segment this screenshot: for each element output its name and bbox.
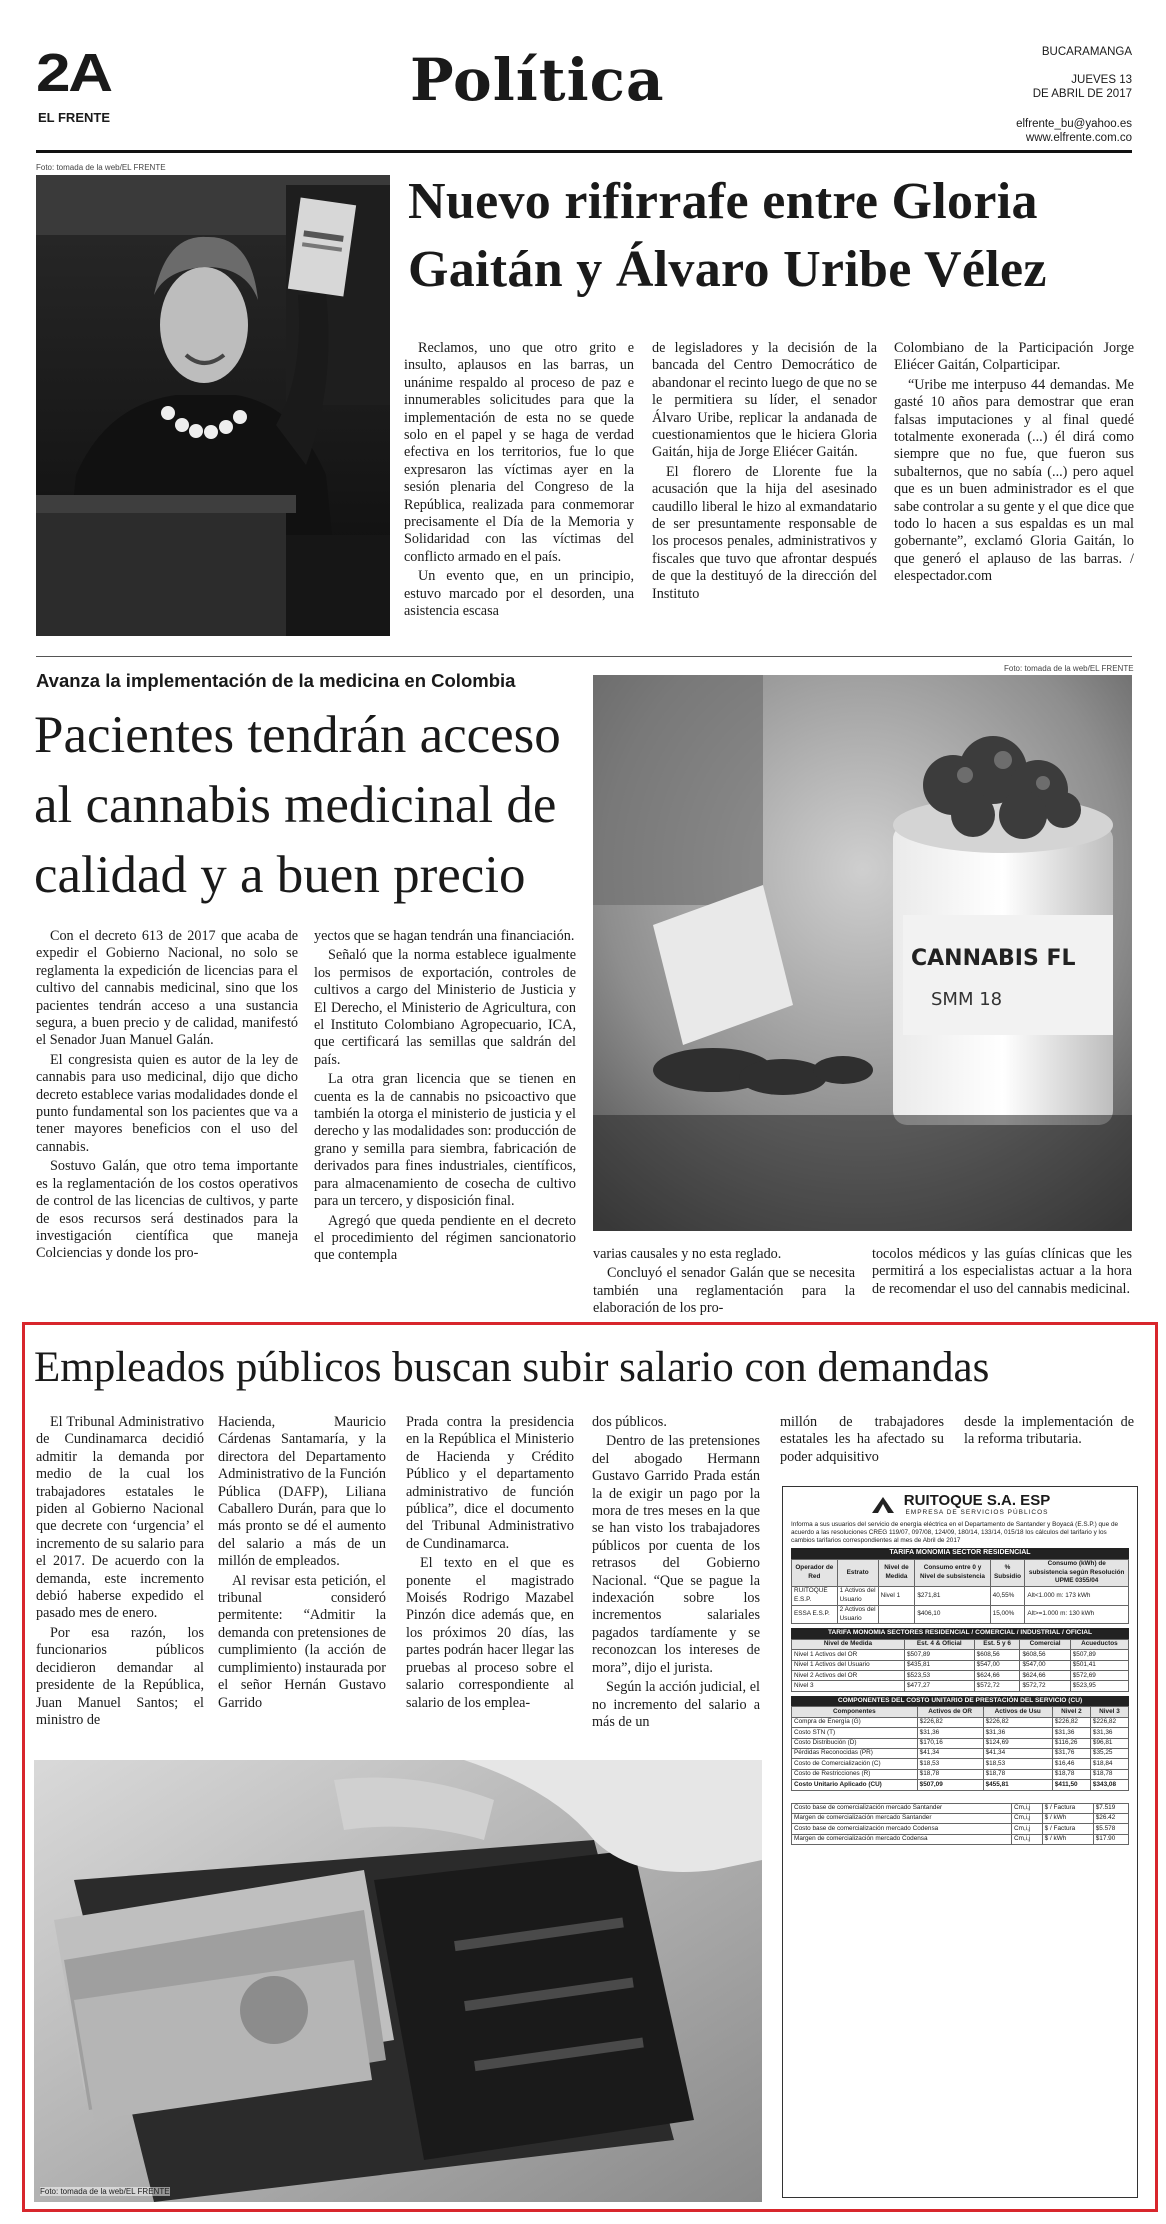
article2-col1 xyxy=(36,928,298,1265)
table-header-cell: % Subsidio xyxy=(990,1559,1025,1586)
article1-headline: Nuevo rifirrafe entre Gloria Gaitán y Álvaro Uribe Vélez xyxy=(408,173,1047,298)
table-cell: $547,00 xyxy=(974,1660,1020,1670)
paper-name: EL FRENTE xyxy=(38,110,110,125)
table-cell: Costo de Comercialización (C) xyxy=(792,1759,918,1769)
photo-credit: Foto: tomada de la web/EL FRENTE xyxy=(36,163,166,172)
table-cell: $ / kWh xyxy=(1042,1813,1093,1823)
article3-col3 xyxy=(406,1414,574,1714)
table-cell: Alt>=1.000 m: 130 kWh xyxy=(1025,1605,1129,1624)
photo-credit: Foto: tomada de la web/EL FRENTE xyxy=(40,2187,170,2196)
paragraph: El Tribunal Administrativo de Cundinamarca decidió admitir la demanda por medio de la cual los trabajadores estatales le piden al Gobierno Nacional que decrete con ‘urgencia’ el incremento de su salario para el 2017. De acuerdo con la demanda, este incremento debió haberse expedido el pasado mes de enero. xyxy=(36,1414,204,1622)
table-cell: Cm,i,j xyxy=(1012,1803,1043,1813)
table-cell: $16,46 xyxy=(1052,1759,1090,1769)
tariff-table-3 xyxy=(791,1706,1129,1790)
article2-col4 xyxy=(872,1246,1132,1300)
table-cell: 40,55% xyxy=(990,1586,1025,1605)
table-cell: $18,78 xyxy=(983,1769,1052,1779)
paragraph: La otra gran licencia que se tienen en cuenta es la de cannabis no psicoactivo que también la otorga el ministerio de justicia y el derecho y las modalidades son: producción de grano y semilla para siembra, fabricación de derivados para fines industriales, científicos, para almacenamiento de cosecha de cultivo para un tercero, y disposición final. xyxy=(314,1071,576,1210)
table-header-cell: Nivel 3 xyxy=(1090,1707,1128,1717)
commercialization-table xyxy=(791,1803,1129,1846)
paragraph: tocolos médicos y las guías clínicas que les permitirá a los especialistas actuar a la hora de recomendar el uso del cannabis medicinal. xyxy=(872,1246,1132,1297)
table-cell: Nivel 1 xyxy=(878,1586,915,1605)
table-row xyxy=(792,1748,1129,1758)
table-cell: $ / Factura xyxy=(1042,1824,1093,1834)
table-cell: $547,00 xyxy=(1020,1660,1070,1670)
wallet-money-photo xyxy=(34,1760,762,2202)
paragraph: Hacienda, Mauricio Cárdenas Santamaría, y la directora del Departamento Administrativo de la Función Pública (DAFP), Liliana Caballero Durán, para que lo más pronto se dé el aumento del salario a más de un millón de empleados. xyxy=(218,1414,386,1570)
table-cell: $572,72 xyxy=(1020,1681,1070,1691)
table-cell: $226,82 xyxy=(917,1717,983,1727)
table-header-cell: Nivel 2 xyxy=(1052,1707,1090,1717)
paragraph: Señaló que la norma establece igualmente los permisos de exportación, controles de cultivos a cargo del Ministerio de Justicia y El Derecho, el Ministerio de Agricultura, con el Instituto Colombiano Agropecuario, ICA, que certificará las semillas que saldrán del país. xyxy=(314,947,576,1068)
table-header-cell: Est. 5 y 6 xyxy=(974,1639,1020,1649)
paragraph: Concluyó el senador Galán que se necesita también una reglamentación para la elaboración de los pro- xyxy=(593,1265,855,1317)
article1-col2 xyxy=(652,340,877,605)
article3-col2 xyxy=(218,1414,386,1714)
table-cell: Costo Unitario Aplicado (CU) xyxy=(792,1780,918,1790)
table-cell: $343,08 xyxy=(1090,1780,1128,1790)
website: www.elfrente.com.co xyxy=(1025,132,1132,144)
table-cell: $226,82 xyxy=(1052,1717,1090,1727)
table-cell: 15,00% xyxy=(990,1605,1025,1624)
table-cell: $5.578 xyxy=(1093,1824,1128,1834)
table-cell: $31,36 xyxy=(983,1728,1052,1738)
table-cell: Nivel 1 Activos del Usuario xyxy=(792,1660,905,1670)
table-header-cell: Nivel de Medida xyxy=(878,1559,915,1586)
paragraph: yectos que se hagan tendrán una financiación. xyxy=(314,928,575,944)
paragraph: Dentro de las pretensiones del abogado Hermann Gustavo Garrido Prada están la de exigir un pago por la mora de tres meses en la que se han visto los trabajadores públicos por cuenta de los retrasos del Gobierno Nacional. “Que se pague la indexación sobre los incrementos salariales pagados tardíamente y se reconozcan los intereses de mora”, dijo el jurista. xyxy=(592,1433,760,1676)
table-cell: RUITOQUE E.S.P. xyxy=(792,1586,838,1605)
table-row xyxy=(792,1605,1129,1624)
table-cell: $31,36 xyxy=(1090,1728,1128,1738)
article2-kicker: Avanza la implementación de la medicina en Colombia xyxy=(36,670,516,691)
table-cell: $ / kWh xyxy=(1042,1834,1093,1844)
table-row xyxy=(792,1738,1129,1748)
paragraph: desde la implementación de la reforma tributaria. xyxy=(964,1414,1134,1448)
table-cell: 1 Activos del Usuario xyxy=(837,1586,878,1605)
table-cell: Costo Distribución (D) xyxy=(792,1738,918,1748)
date-line-1: JUEVES 13 xyxy=(1071,74,1132,86)
table-cell: Cm,i,j xyxy=(1012,1824,1043,1834)
table-cell: Costo base de comercialización mercado Codensa xyxy=(792,1824,1012,1834)
article3-col1 xyxy=(36,1414,204,1731)
paragraph: Reclamos, uno que otro grito e insulto, aplausos en las barras, un unánime respaldo al proceso de paz e innumerables solicitudes para que la implementación de esta no se quede solo en el papel y se haga de verdad efectiva en los territorios, fue lo que expresaron las víctimas ayer en la sesión plenaria del Congreso de la República, realizada para conmemorar precisamente el Día de la Memoria y Solidaridad con las víctimas del conflicto armado en el país. xyxy=(404,340,634,565)
table-cell xyxy=(878,1605,915,1624)
paragraph: El congresista quien es autor de la ley de cannabis para uso medicinal, dijo que dicho decreto establece varias modalidades donde el punto fundamental son los pacientes que va a tener mayores beneficios con el uso del cannabis. xyxy=(36,1051,298,1155)
paragraph: varias causales y no esta reglado. xyxy=(593,1246,782,1262)
table-cell: $31,76 xyxy=(1052,1748,1090,1758)
city: BUCARAMANGA xyxy=(1041,46,1132,58)
table-cell: Costo de Restricciones (R) xyxy=(792,1769,918,1779)
table-row xyxy=(792,1759,1129,1769)
table-header-cell: Acueductos xyxy=(1070,1639,1128,1649)
article2-col2 xyxy=(314,928,576,1267)
table-row xyxy=(792,1824,1129,1834)
table-cell: $18,78 xyxy=(1052,1769,1090,1779)
table-row xyxy=(792,1660,1129,1670)
paragraph: millón de trabajadores estatales les ha afectado su poder adquisitivo xyxy=(780,1414,944,1465)
table2-title: TARIFA MONOMIA SECTORES RESIDENCIAL / COMERCIAL / INDUSTRIAL / OFICIAL xyxy=(791,1628,1129,1638)
table-header-cell: Nivel de Medida xyxy=(792,1639,905,1649)
paragraph: Por esa razón, los funcionarios públicos decidieron demandar al presidente de la República, Juan Manuel Santos; el ministro de xyxy=(36,1624,204,1728)
paragraph: Según la acción judicial, el no incremento del salario a más de un xyxy=(592,1679,760,1730)
table-cell: $608,56 xyxy=(974,1650,1020,1660)
article3-headline: Empleados públicos buscan subir salario con demandas xyxy=(34,1344,990,1391)
page-number: 2A xyxy=(36,43,111,103)
table-row xyxy=(792,1681,1129,1691)
table-cell: $507,89 xyxy=(904,1650,974,1660)
table-cell: $31,36 xyxy=(917,1728,983,1738)
paragraph: de legisladores y la decisión de la bancada del Centro Democrático de abandonar el recinto luego de que no se le permitiera su líder, el senador Álvaro Uribe, replicar la andanada de cuestionamientos que le hiciera Gloria Gaitán, hija de Jorge Eliécer Gaitán. xyxy=(652,340,877,461)
section-title: Política xyxy=(410,46,665,114)
tariff-advert xyxy=(782,1486,1138,2198)
table-cell: $17.90 xyxy=(1093,1834,1128,1844)
paragraph: Sostuvo Galán, que otro tema importante es la reglamentación de los costos operativos de control de las licencias de cultivos, y parte de esos recursos será destinados para la investigación científica que maneja Colciencias y donde los pro- xyxy=(36,1158,298,1262)
table-cell: $411,50 xyxy=(1052,1780,1090,1790)
article3-col6 xyxy=(964,1414,1134,1451)
table-cell: Cm,i,j xyxy=(1012,1834,1043,1844)
paragraph: El texto en el que es ponente el magistrado Moisés Rodrigo Mazabel Pinzón dice además que, en los próximos 20 días, las partes podrán hacer llegar las pruebas al proceso sobre el salario correspondiente al salario de los emplea- xyxy=(406,1555,574,1711)
table-cell: $41,34 xyxy=(917,1748,983,1758)
table-cell: $406,10 xyxy=(915,1605,990,1624)
table1-title: TARIFA MONOMIA SECTOR RESIDENCIAL xyxy=(791,1548,1129,1558)
masthead-rule xyxy=(36,150,1132,153)
table-cell: $507,89 xyxy=(1070,1650,1128,1660)
table-cell: $ / Factura xyxy=(1042,1803,1093,1813)
cannabis-jar-photo xyxy=(593,675,1132,1231)
table-header-cell: Consumo entre 0 y Nivel de subsistencia xyxy=(915,1559,990,1586)
photo-credit: Foto: tomada de la web/EL FRENTE xyxy=(1004,664,1134,673)
table-cell: $26.42 xyxy=(1093,1813,1128,1823)
table-cell: $7.519 xyxy=(1093,1803,1128,1813)
paragraph: Colombiano de la Participación Jorge Eliécer Gaitán, Colparticipar. xyxy=(894,340,1134,374)
paragraph: Al revisar esta petición, el tribunal consideró permitente: “Admitir la demanda con pretensiones de cumplimiento (la acción de cumplimiento) instaurada por el señor Hernán Gustavo Garrido xyxy=(218,1572,386,1711)
table-cell: Margen de comercialización mercado Codensa xyxy=(792,1834,1012,1844)
table-cell: $523,53 xyxy=(904,1671,974,1681)
table-row xyxy=(792,1813,1129,1823)
table-cell: $170,16 xyxy=(917,1738,983,1748)
article2-headline: Pacientes tendrán acceso al cannabis medicinal de calidad y a buen precio xyxy=(34,706,561,904)
table-row xyxy=(792,1834,1129,1844)
table-cell: $226,82 xyxy=(1090,1717,1128,1727)
table-header-cell: Consumo (kWh) de subsistencia según Resolución UPME 0355/04 xyxy=(1025,1559,1129,1586)
table-row xyxy=(792,1650,1129,1660)
masthead xyxy=(36,40,1132,152)
table-cell: $226,82 xyxy=(983,1717,1052,1727)
table-cell: $18,78 xyxy=(917,1769,983,1779)
table-cell: $624,66 xyxy=(1020,1671,1070,1681)
paragraph: dos públicos. xyxy=(592,1414,667,1430)
table-cell: Nivel 1 Activos del OR xyxy=(792,1650,905,1660)
table-cell: $18,53 xyxy=(983,1759,1052,1769)
table-cell: $116,26 xyxy=(1052,1738,1090,1748)
table-cell: Compra de Energía (G) xyxy=(792,1717,918,1727)
table-cell: $435,81 xyxy=(904,1660,974,1670)
divider xyxy=(36,656,1132,657)
table-cell: 2 Activos del Usuario xyxy=(837,1605,878,1624)
table-header-cell: Comercial xyxy=(1020,1639,1070,1649)
company-logo-icon xyxy=(870,1495,896,1515)
table-header-cell: Activos de OR xyxy=(917,1707,983,1717)
paragraph: Agregó que queda pendiente en el decreto el procedimiento del régimen sancionatorio que contempla xyxy=(314,1212,576,1264)
table-header-row xyxy=(792,1639,1129,1649)
paragraph: Un evento que, en un principio, estuvo marcado por el desorden, una asistencia escasa xyxy=(404,568,634,620)
tariff-table-1 xyxy=(791,1559,1129,1625)
table-cell: $572,69 xyxy=(1070,1671,1128,1681)
table-cell: $18,84 xyxy=(1090,1759,1128,1769)
article2-col3 xyxy=(593,1246,855,1320)
table3-title: COMPONENTES DEL COSTO UNITARIO DE PRESTACIÓN DEL SERVICIO (CU) xyxy=(791,1696,1129,1706)
table-row xyxy=(792,1728,1129,1738)
table-row xyxy=(792,1780,1129,1790)
date-line-2: DE ABRIL DE 2017 xyxy=(1032,88,1132,100)
table-cell: $41,34 xyxy=(983,1748,1052,1758)
table-cell: $501,41 xyxy=(1070,1660,1128,1670)
table-cell: $507,09 xyxy=(917,1780,983,1790)
table-header-cell: Componentes xyxy=(792,1707,918,1717)
table-cell: $624,66 xyxy=(974,1671,1020,1681)
table-cell: $271,81 xyxy=(915,1586,990,1605)
gloria-gaitan-photo xyxy=(36,175,390,636)
table-cell: Alt<1.000 m: 173 kWh xyxy=(1025,1586,1129,1605)
article1-col1 xyxy=(404,340,634,623)
table-header-cell: Estrato xyxy=(837,1559,878,1586)
table-cell: Pérdidas Reconocidas (PR) xyxy=(792,1748,918,1758)
tariff-table-2 xyxy=(791,1639,1129,1692)
table-header-cell: Est. 4 & Oficial xyxy=(904,1639,974,1649)
table-header-cell: Operador de Red xyxy=(792,1559,838,1586)
article3-col5 xyxy=(780,1414,944,1468)
paragraph: Prada contra la presidencia en la República el Ministerio de Hacienda y Crédito Público y el departamento administrativo de función pública”, dice el documento del Tribunal Administrativo de Cundinamarca. xyxy=(406,1414,574,1552)
table-cell: $523,95 xyxy=(1070,1681,1128,1691)
table-cell: Margen de comercialización mercado Santander xyxy=(792,1813,1012,1823)
table-cell: Nivel 2 Activos del OR xyxy=(792,1671,905,1681)
table-cell: $35,25 xyxy=(1090,1748,1128,1758)
table-cell: ESSA E.S.P. xyxy=(792,1605,838,1624)
article3-col4 xyxy=(592,1414,760,1733)
table-header-row xyxy=(792,1559,1129,1586)
table-cell: Costo base de comercialización mercado Santander xyxy=(792,1803,1012,1813)
company-subtitle: EMPRESA DE SERVICIOS PÚBLICOS xyxy=(905,1509,1049,1516)
table-cell: $477,27 xyxy=(904,1681,974,1691)
table-cell: $18,78 xyxy=(1090,1769,1128,1779)
article1-col3 xyxy=(894,340,1134,588)
table-row xyxy=(792,1717,1129,1727)
table-cell: Costo STN (T) xyxy=(792,1728,918,1738)
table-header-cell: Activos de Usu xyxy=(983,1707,1052,1717)
table-cell: $18,53 xyxy=(917,1759,983,1769)
table-cell: $572,72 xyxy=(974,1681,1020,1691)
paragraph: Con el decreto 613 de 2017 que acaba de expedir el Gobierno Nacional, no solo se reglamenta la expedición de licencias para el cultivo del cannabis medicinal, sino que los pacientes tendrán acceso a una sustancia segura, a buen precio y de calidad, manifestó el Senador Juan Manuel Galán. xyxy=(36,928,298,1049)
table-row xyxy=(792,1803,1129,1813)
table-cell: $608,56 xyxy=(1020,1650,1070,1660)
jar-label-code: SMM 18 xyxy=(931,989,1003,1010)
table-row xyxy=(792,1671,1129,1681)
jar-label: CANNABIS FL xyxy=(911,946,1076,971)
paragraph: “Uribe me interpuso 44 demandas. Me gasté 10 años para demostrar que eran falsas imputaciones y al final quedé totalmente exonerada (...) él dirá como siempre que no fue, que fueron sus subalternos, que no sabía (...) pero aquel que es un buen administrador es el que sabe controlar a su gente y el que dice que todo lo hacen a sus espaldas es un mal gobernante”, exclamó Gloria Gaitán, lo que generó el aplauso de las barras. / elespectador.com xyxy=(894,376,1134,585)
email: elfrente_bu@yahoo.es xyxy=(1016,118,1132,130)
paragraph: El florero de Llorente fue la acusación que la hija del asesinado caudillo liberal le hizo al exmandatario de ser presuntamente responsable de los procesos penales, administrativos y fiscales que tuvo que afrontar después de que la destituyó de la dirección del Instituto xyxy=(652,463,877,602)
table-cell: $124,69 xyxy=(983,1738,1052,1748)
company-name: RUITOQUE S.A. ESP xyxy=(903,1492,1051,1509)
table-cell: $96,81 xyxy=(1090,1738,1128,1748)
table-cell: $455,81 xyxy=(983,1780,1052,1790)
table-cell: $31,36 xyxy=(1052,1728,1090,1738)
table-row xyxy=(792,1586,1129,1605)
table-cell: Cm,i,j xyxy=(1012,1813,1043,1823)
table-header-row xyxy=(792,1707,1129,1717)
table-row xyxy=(792,1769,1129,1779)
table-cell: Nivel 3 xyxy=(792,1681,905,1691)
advert-intro: Informa a sus usuarios del servicio de energía eléctrica en el Departamento de Santander y Boyacá (E.S.P.) que de acuerdo a las resoluciones CREG 119/07, 097/08, 124/09, 180/14, 133/14, 015/18 los cálculos del tarifario y los cambios tarifarios correspondientes al mes de Abril de 2017 xyxy=(791,1521,1119,1544)
